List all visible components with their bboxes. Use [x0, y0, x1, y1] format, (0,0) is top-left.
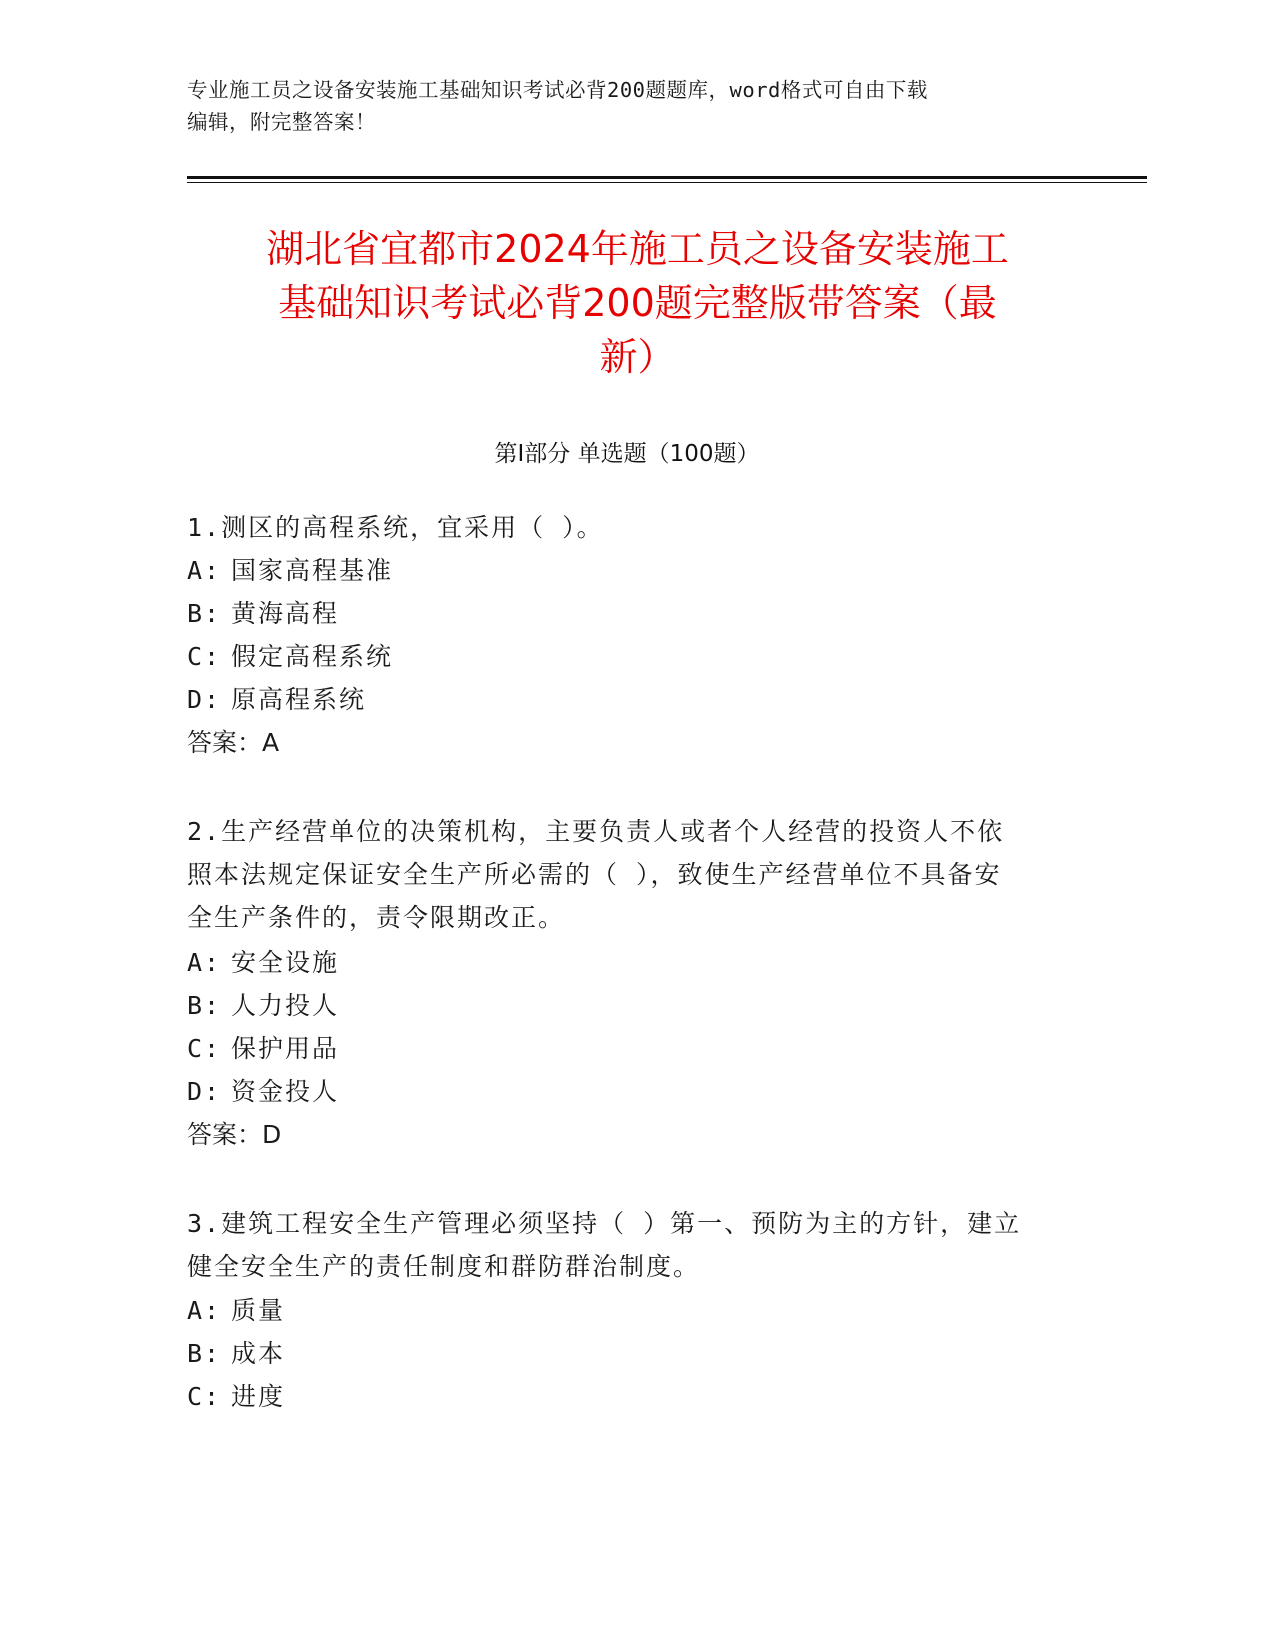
question-text: 健全安全生产的责任制度和群防群治制度。 [187, 1252, 701, 1281]
question-text: 2.生产经营单位的决策机构，主要负责人或者个人经营的投资人不依 [187, 817, 1005, 846]
header-note-line: 专业施工员之设备安装施工基础知识考试必背200题题库，word格式可自由下载 [187, 78, 928, 102]
question-text: 照本法规定保证安全生产所必需的（ ），致使生产经营单位不具备安 [187, 860, 1002, 889]
header-rule-thick [187, 176, 1147, 179]
option-letter: B: [187, 991, 222, 1020]
header-note [187, 74, 1067, 138]
option-text: 假定高程系统 [231, 642, 394, 671]
option [187, 1331, 1067, 1376]
document-title [180, 222, 1095, 384]
option-letter: A: [187, 948, 222, 977]
option-letter: C: [187, 1382, 222, 1411]
question-text: 全生产条件的，责令限期改正。 [187, 903, 566, 932]
option-letter: C: [187, 1034, 222, 1063]
option [187, 1288, 1067, 1333]
option-text: 进度 [231, 1382, 286, 1411]
option-letter: D: [187, 685, 222, 714]
question-text: 3.建筑工程安全生产管理必须坚持（ ）第一、预防为主的方针，建立 [187, 1209, 1022, 1238]
option-text: 保护用品 [231, 1034, 340, 1063]
title-line: 新） [599, 335, 676, 379]
option-text: 国家高程基准 [231, 556, 394, 585]
option [187, 983, 1067, 1028]
option-text: 原高程系统 [231, 685, 367, 714]
option-letter: B: [187, 1339, 222, 1368]
answer: 答案：D [187, 1120, 282, 1149]
option-letter: D: [187, 1077, 222, 1106]
option [187, 1374, 1067, 1419]
option [187, 1069, 1067, 1114]
option-text: 黄海高程 [231, 599, 340, 628]
option-text: 成本 [231, 1339, 286, 1368]
option [187, 940, 1067, 985]
answer: 答案：A [187, 728, 280, 757]
header-note-line: 编辑，附完整答案！ [187, 110, 376, 134]
option-text: 安全设施 [231, 948, 340, 977]
option [187, 591, 1067, 636]
option [187, 1026, 1067, 1071]
option [187, 677, 1067, 722]
question-text: 1.测区的高程系统，宜采用（ ）。 [187, 513, 604, 542]
title-line: 基础知识考试必背200题完整版带答案（最 [278, 281, 997, 325]
title-line: 湖北省宜都市2024年施工员之设备安装施工 [266, 227, 1009, 271]
section-heading: 第Ⅰ部分 单选题（100题） [494, 441, 760, 467]
option [187, 634, 1067, 679]
option-text: 资金投人 [231, 1077, 340, 1106]
option-letter: A: [187, 556, 222, 585]
option-letter: C: [187, 642, 222, 671]
option [187, 548, 1067, 593]
option-text: 人力投人 [231, 991, 340, 1020]
option-letter: A: [187, 1296, 222, 1325]
header-rule-thin [187, 182, 1147, 183]
option-letter: B: [187, 599, 222, 628]
option-text: 质量 [231, 1296, 286, 1325]
